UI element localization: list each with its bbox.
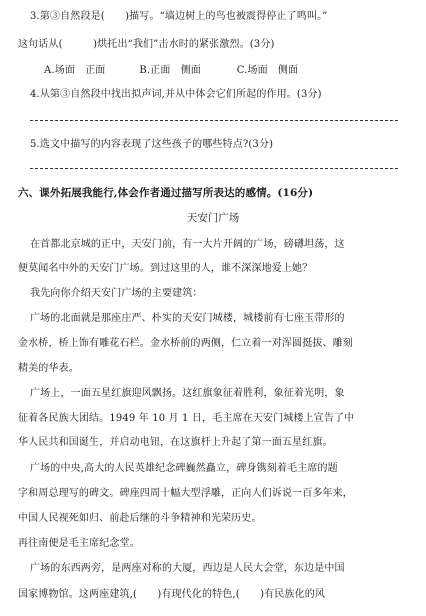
passage-title: 天安门广场 xyxy=(186,212,240,224)
passage-line: 广场的中央,高大的人民英雄纪念碑巍然矗立，碑身镌刻着毛主席的题 xyxy=(30,463,338,474)
passage-line: 广场上，一面五星红旗迎风飘扬。这红旗象征着胜利，象征着光明，象 xyxy=(30,388,345,399)
passage-line: 征着各民族大团结。1949 年 10 月 1 日，毛主席在天安门城楼上宣告了中 xyxy=(18,413,355,424)
passage-line: 广场的东西两旁，是两座对称的大厦，西边是人民大会堂，东边是中国 xyxy=(30,563,345,574)
option-b: B.正面 侧面 xyxy=(139,65,201,76)
question-3-line-1: 3.第③自然段是( )描写。“墙边树上的鸟也被震得停止了鸣叫。” xyxy=(30,11,328,22)
passage-line: 字和周总理写的碑文。碑座四周十幅大型浮雕，正向人们诉说一百多年来， xyxy=(18,488,353,499)
passage-line: 精美的华表。 xyxy=(18,363,79,374)
passage-line: 金水桥，桥上饰有雕花石栏。金水桥前的两侧，仁立着一对浑圆挺拔、雕刻 xyxy=(18,338,353,349)
option-a: A.场面 正面 xyxy=(44,65,106,76)
section-6-heading: 六、课外拓展我能行,体会作者通过描写所表达的感情。(16分) xyxy=(18,187,314,199)
question-4: 4.从第③自然段中找出拟声词,并从中体会它们所起的作用。(3分) xyxy=(30,89,322,100)
passage-line: 广场的北面就是那座庄严、朴实的天安门城楼，城楼前有七座玉带形的 xyxy=(30,313,345,324)
passage-line: 中国人民视死如归、前赴后继的斗争精神和光荣历史。 xyxy=(18,513,262,524)
passage-line: 在首都北京城的正中，天安门前，有一大片开阔的广场，磅礴坦荡，这 xyxy=(30,239,345,250)
passage-line: 国家博物馆。这两座建筑,( )有现代化的特色,( )有民族化的风 xyxy=(18,589,326,600)
question-3-line-2: 这句话从( )烘托出“我们”击水时的紧张激烈。(3分) xyxy=(18,39,275,50)
option-c: C.场面 侧面 xyxy=(236,65,299,76)
question-3-options xyxy=(44,64,412,78)
passage-line: 我先向你介绍天安门广场的主要建筑： xyxy=(30,288,203,299)
answer-line-5 xyxy=(30,168,398,169)
passage-line: 再往南便是毛主席纪念堂。 xyxy=(18,538,140,549)
question-5: 5.选文中描写的内容表现了这些孩子的哪些特点?(3分) xyxy=(30,139,274,150)
passage-line: 便莫闻名中外的天安门广场。到过这里的人，谁不深深地爱上她？ xyxy=(18,263,313,274)
passage-line: 华人民共和国诞生，并启动电钮，在这旗杆上升起了第一面五星红旗。 xyxy=(18,437,333,448)
answer-line-4 xyxy=(30,120,398,121)
